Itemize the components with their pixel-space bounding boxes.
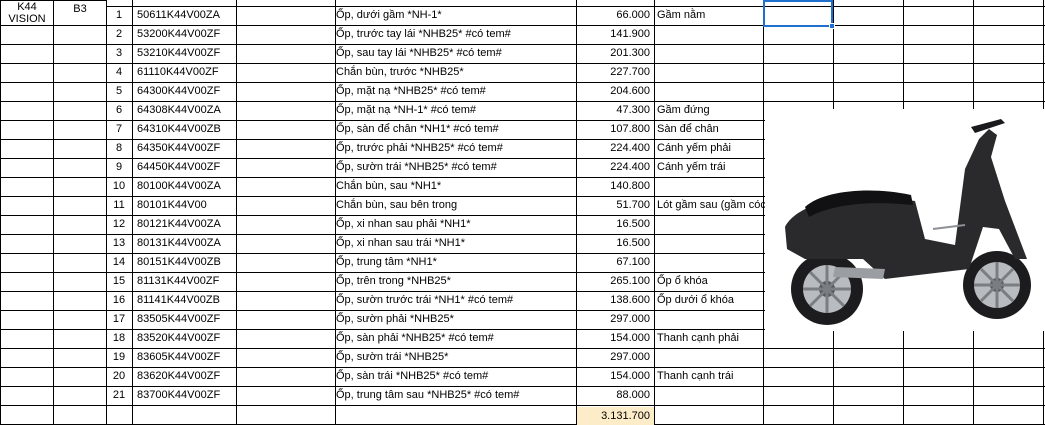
part-note[interactable]: Cánh yếm phải <box>657 142 731 154</box>
part-code[interactable]: 53210K44V00ZF <box>137 47 221 59</box>
part-name[interactable]: Ốp, trước phải *NHB25* #có tem# <box>336 142 503 154</box>
row-index[interactable]: 17 <box>112 313 126 325</box>
row-index[interactable]: 20 <box>112 370 126 382</box>
part-price[interactable]: 51.700 <box>616 199 650 211</box>
part-code[interactable]: 80121K44V00ZA <box>137 218 221 230</box>
part-note[interactable] <box>657 44 767 63</box>
part-name[interactable]: Ốp, sàn phải *NHB25* #có tem# <box>336 332 494 344</box>
part-price[interactable]: 224.400 <box>610 142 650 154</box>
part-note[interactable] <box>657 348 767 367</box>
part-price[interactable]: 201.300 <box>610 47 650 59</box>
row-index[interactable]: 10 <box>112 180 126 192</box>
part-code[interactable]: 80131K44V00ZA <box>137 237 221 249</box>
part-note[interactable] <box>657 25 767 44</box>
row-index[interactable]: 3 <box>115 47 123 59</box>
part-code[interactable]: 80100K44V00ZA <box>137 180 221 192</box>
row-index[interactable]: 1 <box>115 9 123 21</box>
part-code[interactable]: 80151K44V00ZB <box>137 256 221 268</box>
part-note[interactable] <box>657 82 767 101</box>
part-code[interactable]: 81131K44V00ZF <box>137 275 220 287</box>
row-index[interactable]: 11 <box>113 199 125 211</box>
part-note[interactable]: Ốp ổ khóa <box>657 275 708 287</box>
part-price[interactable]: 67.100 <box>616 256 650 268</box>
part-price[interactable]: 297.000 <box>610 351 650 363</box>
row-index[interactable]: 6 <box>115 104 123 116</box>
row-index[interactable]: 16 <box>112 294 126 306</box>
part-price[interactable]: 154.000 <box>610 370 650 382</box>
part-note[interactable]: Lót gầm sau (gầm cóc) <box>657 199 770 211</box>
part-code[interactable]: 83505K44V00ZF <box>137 313 221 325</box>
part-name[interactable]: Ốp, trung tâm sau *NHB25* #có tem# <box>336 389 520 401</box>
part-name[interactable]: Ốp, sau tay lái *NHB25* #có tem# <box>336 47 502 59</box>
part-note[interactable]: Thanh cạnh trái <box>657 370 734 382</box>
part-price[interactable]: 227.700 <box>610 66 650 78</box>
scooter-photo[interactable] <box>765 109 1045 331</box>
part-note[interactable] <box>657 63 767 82</box>
part-price[interactable]: 141.900 <box>610 28 650 40</box>
part-name[interactable]: Ốp, trước tay lái *NHB25* #có tem# <box>336 28 511 40</box>
part-note[interactable] <box>657 215 767 234</box>
part-code[interactable]: 64350K44V00ZF <box>137 142 221 154</box>
row-index[interactable]: 9 <box>115 161 123 173</box>
part-price[interactable]: 204.600 <box>610 85 650 97</box>
total-value[interactable]: 3.131.700 <box>601 410 650 422</box>
row-index[interactable]: 7 <box>115 123 123 135</box>
group-cell[interactable]: B3 <box>73 3 87 15</box>
part-note[interactable] <box>657 177 767 196</box>
fill-handle[interactable] <box>829 23 835 29</box>
part-name[interactable]: Ốp, sườn trái *NHB25* #có tem# <box>336 161 497 173</box>
part-name[interactable]: Chắn bùn, trước *NHB25* <box>336 66 464 78</box>
part-code[interactable]: 64310K44V00ZB <box>137 123 221 135</box>
rear-wheel <box>791 253 863 325</box>
part-note[interactable] <box>657 386 767 405</box>
part-code[interactable]: 83605K44V00ZF <box>137 351 221 363</box>
part-name[interactable]: Ốp, mặt nạ *NH-1* #có tem# <box>336 104 477 116</box>
part-price[interactable]: 297.000 <box>610 313 650 325</box>
part-code[interactable]: 81141K44V00ZB <box>137 294 220 306</box>
part-name[interactable]: Ốp, trên trong *NHB25* <box>336 275 451 287</box>
selected-cell[interactable] <box>763 0 833 27</box>
part-code[interactable]: 83700K44V00ZF <box>137 389 221 401</box>
part-code[interactable]: 64300K44V00ZF <box>137 85 221 97</box>
part-name[interactable]: Ốp, xi nhan sau trái *NH1* <box>336 237 466 249</box>
part-name[interactable]: Ốp, xi nhan sau phải *NH1* <box>336 218 471 230</box>
row-index[interactable]: 21 <box>112 389 126 401</box>
part-code[interactable]: 80101K44V00 <box>137 199 207 211</box>
front-wheel <box>963 251 1031 319</box>
part-name[interactable]: Ốp, sườn trái *NHB25* <box>336 351 449 363</box>
row-index[interactable]: 15 <box>112 275 126 287</box>
part-code[interactable]: 83620K44V00ZF <box>137 370 221 382</box>
part-price[interactable]: 224.400 <box>610 161 650 173</box>
part-note[interactable]: Sàn để chân <box>657 123 719 135</box>
part-note[interactable]: Cánh yếm trái <box>657 161 726 173</box>
row-index[interactable]: 14 <box>112 256 126 268</box>
part-price[interactable]: 138.600 <box>610 294 650 306</box>
part-price[interactable]: 47.300 <box>616 104 650 116</box>
part-price[interactable]: 265.100 <box>610 275 650 287</box>
part-name[interactable]: Ốp, sườn phải *NHB25* <box>336 313 454 325</box>
part-code[interactable]: 64450K44V00ZF <box>137 161 221 173</box>
part-note[interactable] <box>657 234 767 253</box>
row-index[interactable]: 18 <box>112 332 126 344</box>
row-index[interactable]: 2 <box>115 28 123 40</box>
part-name[interactable]: Ốp, sàn để chân *NH1* #có tem# <box>336 123 499 135</box>
part-name[interactable]: Chắn bùn, sau *NH1* <box>336 180 442 192</box>
part-note[interactable] <box>657 310 767 329</box>
part-code[interactable]: 53200K44V00ZF <box>137 28 221 40</box>
model-cell[interactable]: K44 VISION <box>8 1 46 25</box>
part-code[interactable]: 83520K44V00ZF <box>137 332 221 344</box>
part-note[interactable]: Ốp dưới ổ khóa <box>657 294 734 306</box>
part-price[interactable]: 66.000 <box>616 9 650 21</box>
row-index[interactable]: 19 <box>112 351 126 363</box>
part-name[interactable]: Chắn bùn, sau bên trong <box>336 199 458 211</box>
part-note[interactable]: Gầm đứng <box>657 104 710 116</box>
part-name[interactable]: Ốp, mặt nạ *NHB25* #có tem# <box>336 85 486 97</box>
part-code[interactable]: 64308K44V00ZA <box>137 104 221 116</box>
part-name[interactable]: Ốp, sườn trước trái *NH1* #có tem# <box>336 294 514 306</box>
part-note[interactable]: Gầm nằm <box>657 9 706 21</box>
row-index[interactable]: 8 <box>115 142 123 154</box>
scooter-exhaust <box>833 267 885 279</box>
part-name[interactable]: Ốp, trung tâm *NH1* <box>336 256 437 268</box>
row-index[interactable]: 12 <box>112 218 126 230</box>
part-code[interactable]: 61110K44V00ZF <box>137 66 219 78</box>
part-name[interactable]: Ốp, sàn trái *NHB25* #có tem# <box>336 370 489 382</box>
part-code[interactable]: 50611K44V00ZA <box>137 9 220 21</box>
part-price[interactable]: 16.500 <box>616 237 650 249</box>
part-price[interactable]: 140.800 <box>610 180 650 192</box>
part-name[interactable]: Ốp, dưới gầm *NH-1* <box>336 9 442 21</box>
part-price[interactable]: 16.500 <box>616 218 650 230</box>
row-index[interactable]: 4 <box>115 66 123 78</box>
part-price[interactable]: 154.000 <box>610 332 650 344</box>
part-price[interactable]: 107.800 <box>610 123 650 135</box>
part-note[interactable] <box>657 253 767 272</box>
row-index[interactable]: 5 <box>115 85 123 97</box>
part-price[interactable]: 88.000 <box>616 389 650 401</box>
row-index[interactable]: 13 <box>112 237 126 249</box>
part-note[interactable]: Thanh cạnh phải <box>657 332 739 344</box>
